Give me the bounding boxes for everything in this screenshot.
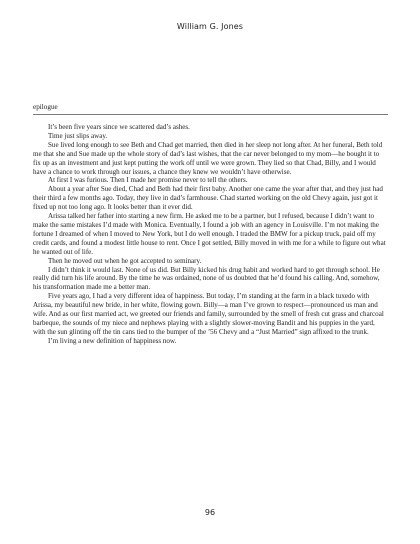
paragraph: Five years ago, I had a very different idea of happiness. But today, I’m standing at the farm in a black tuxedo with Arissa, my beautiful new bride, in her white, flowing gown. Billy—a man I’ve grown to respect—pronounced us man and wife. And as our first married act, we greeted our friends and family, surrounded by the smell of fresh cut grass and charcoal barbeque, the sounds of my niece and nephews playing with a slightly slower-moving Bandit and his puppies in the yard, with the sun glinting off the tin cans tied to the bumper of the ’56 Chevy and a “Just Married” sign affixed to the trunk. bbox=[33, 292, 384, 336]
section-divider bbox=[33, 114, 388, 115]
paragraph: I’m living a new definition of happiness now. bbox=[48, 336, 177, 345]
paragraph: At first I was furious. Then I made her promise never to tell the others. bbox=[48, 176, 248, 185]
paragraph: Sue lived long enough to see Beth and Chad get married, then died in her sleep not long after. At her funeral, Beth told me that she and Sue made up the whole story of dad’s last wishes, that the car never belonged to my mom—he bought it to fix up as an investment and just kept putting the work off until we were grown. They lied so that Chad, Billy, and I would have a chance to work through our issues, a chance they knew we wouldn’t have otherwise. bbox=[33, 140, 383, 176]
paragraph: About a year after Sue died, Chad and Beth had their first baby. Another one came the year after that, and they just had their third a few months ago. Today, they live in dad’s farmhouse. Chad started working on the old Chevy again, just got it fixed up not too long ago. It looks better than it ever did. bbox=[33, 185, 383, 212]
paragraph: It’s been five years since we scattered dad’s ashes. bbox=[48, 123, 190, 131]
section-title: epilogue bbox=[33, 103, 58, 111]
body-text bbox=[33, 123, 388, 346]
running-header-author: William G. Jones bbox=[176, 22, 244, 31]
paragraph: Time just slips away. bbox=[48, 131, 108, 140]
paragraph: Then he moved out when he got accepted to seminary. bbox=[48, 256, 202, 265]
page-number: 96 bbox=[204, 508, 216, 517]
paragraph: Arissa talked her father into starting a new firm. He asked me to be a partner, but I refused, because I didn’t want to make the same mistakes I’d made with Monica. Eventually, I found a job with an agency in Louisville. I’m not making the fortune I dreamed of when I moved to New York, but I do well enough. I traded the BMW for a pickup truck, paid off my credit cards, and found a modest little house to rent. Once I got settled, Billy moved in with me for a while to figure out what he wanted out of life. bbox=[33, 212, 386, 256]
paragraph: I didn’t think it would last. None of us did. But Billy kicked his drug habit and worked hard to get through school. He really did turn his life around. By the time he was ordained, none of us doubted that he’d found his calling. And, somehow, his transformation made me a better man. bbox=[33, 265, 380, 292]
